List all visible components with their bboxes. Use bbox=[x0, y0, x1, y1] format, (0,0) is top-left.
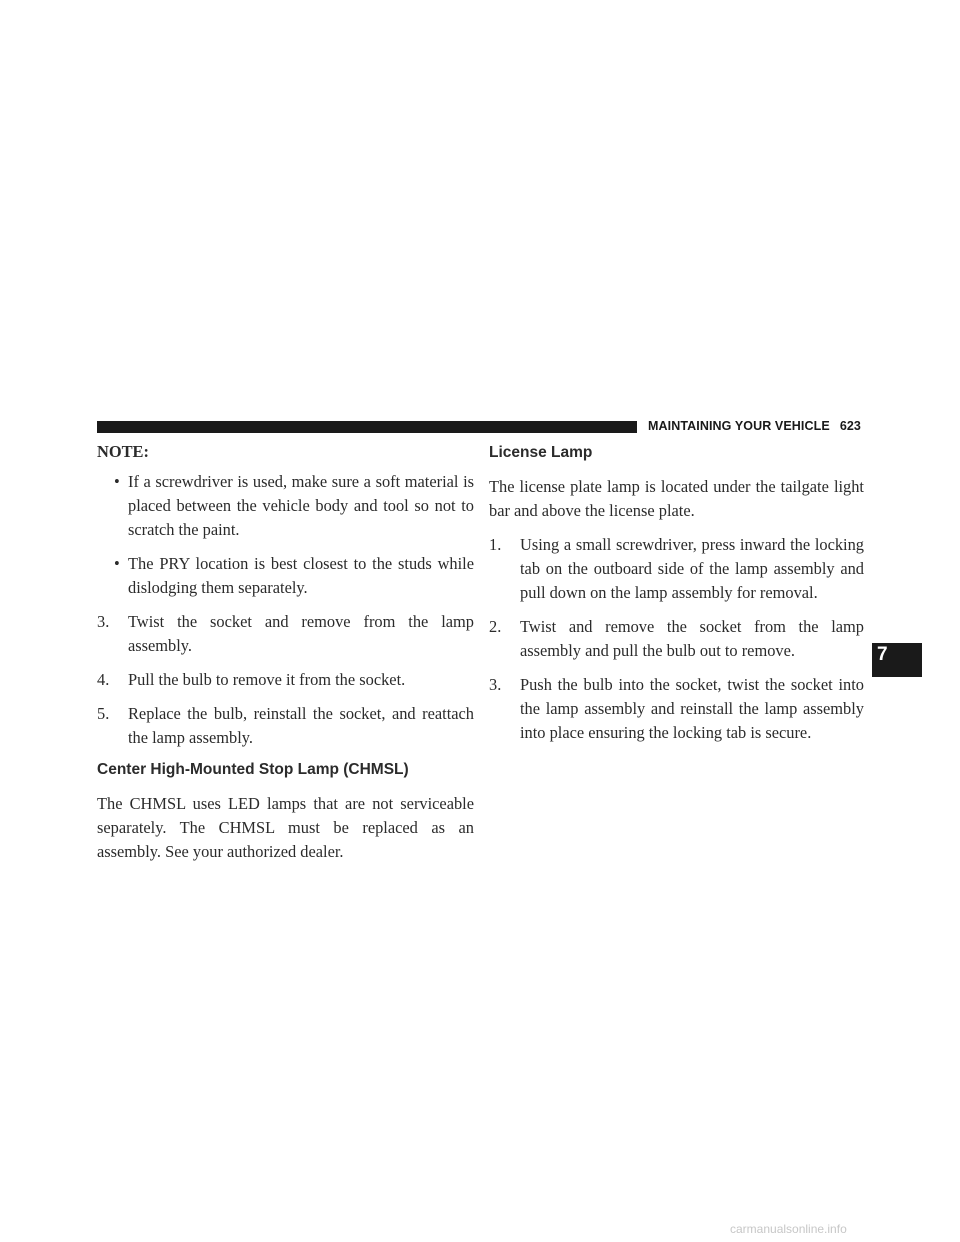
list-item bbox=[97, 552, 474, 600]
step-text: Replace the bulb, reinstall the socket, and reattach the lamp assembly. bbox=[128, 704, 474, 747]
watermark: carmanualsonline.info bbox=[730, 1222, 847, 1236]
bullet-text: If a screwdriver is used, make sure a soft material is placed between the vehicle body and tool so not to scratch the paint. bbox=[128, 472, 474, 539]
chmsl-paragraph: The CHMSL uses LED lamps that are not serviceable separately. The CHMSL must be replaced as an assembly. See your authorized dealer. bbox=[97, 794, 474, 861]
chapter-tab bbox=[872, 643, 922, 677]
list-item bbox=[489, 615, 864, 663]
step-text: Push the bulb into the socket, twist the socket into the lamp assembly and reinstall the lamp assembly into place ensuring the locking tab is secure. bbox=[520, 675, 864, 742]
step-number: 1. bbox=[489, 535, 502, 554]
note-label: NOTE: bbox=[97, 442, 149, 461]
bullet-icon: • bbox=[114, 554, 120, 573]
right-steps bbox=[489, 533, 864, 745]
license-lamp-paragraph: The license plate lamp is located under the tailgate light bar and above the license plate. bbox=[489, 477, 864, 520]
bullet-icon: • bbox=[114, 472, 120, 491]
right-column bbox=[489, 440, 864, 755]
list-item bbox=[489, 533, 864, 605]
bullet-text: The PRY location is best closest to the studs while dislodging them separately. bbox=[128, 554, 474, 597]
step-number: 3. bbox=[489, 675, 502, 694]
step-text: Twist and remove the socket from the lamp assembly and pull the bulb out to remove. bbox=[520, 617, 864, 660]
list-item bbox=[97, 610, 474, 658]
chapter-number: 7 bbox=[877, 644, 888, 665]
header-rule bbox=[97, 421, 637, 433]
step-text: Twist the socket and remove from the lamp assembly. bbox=[128, 612, 474, 655]
list-item bbox=[97, 470, 474, 542]
section-title: MAINTAINING YOUR VEHICLE bbox=[648, 419, 830, 433]
list-item bbox=[489, 673, 864, 745]
running-header bbox=[648, 419, 861, 433]
step-text: Using a small screwdriver, press inward the locking tab on the outboard side of the lamp assembly and pull down on the lamp assembly for removal. bbox=[520, 535, 864, 602]
left-steps bbox=[97, 610, 474, 750]
step-number: 4. bbox=[97, 670, 110, 689]
step-number: 2. bbox=[489, 617, 502, 636]
step-text: Pull the bulb to remove it from the socket. bbox=[128, 670, 406, 689]
step-number: 3. bbox=[97, 612, 110, 631]
note-bullets bbox=[97, 470, 474, 600]
list-item bbox=[97, 668, 474, 692]
step-number: 5. bbox=[97, 704, 110, 723]
page-number: 623 bbox=[839, 419, 861, 433]
chmsl-heading: Center High-Mounted Stop Lamp (CHMSL) bbox=[97, 761, 409, 778]
left-column bbox=[97, 440, 474, 874]
list-item bbox=[97, 702, 474, 750]
license-lamp-heading: License Lamp bbox=[489, 444, 593, 461]
